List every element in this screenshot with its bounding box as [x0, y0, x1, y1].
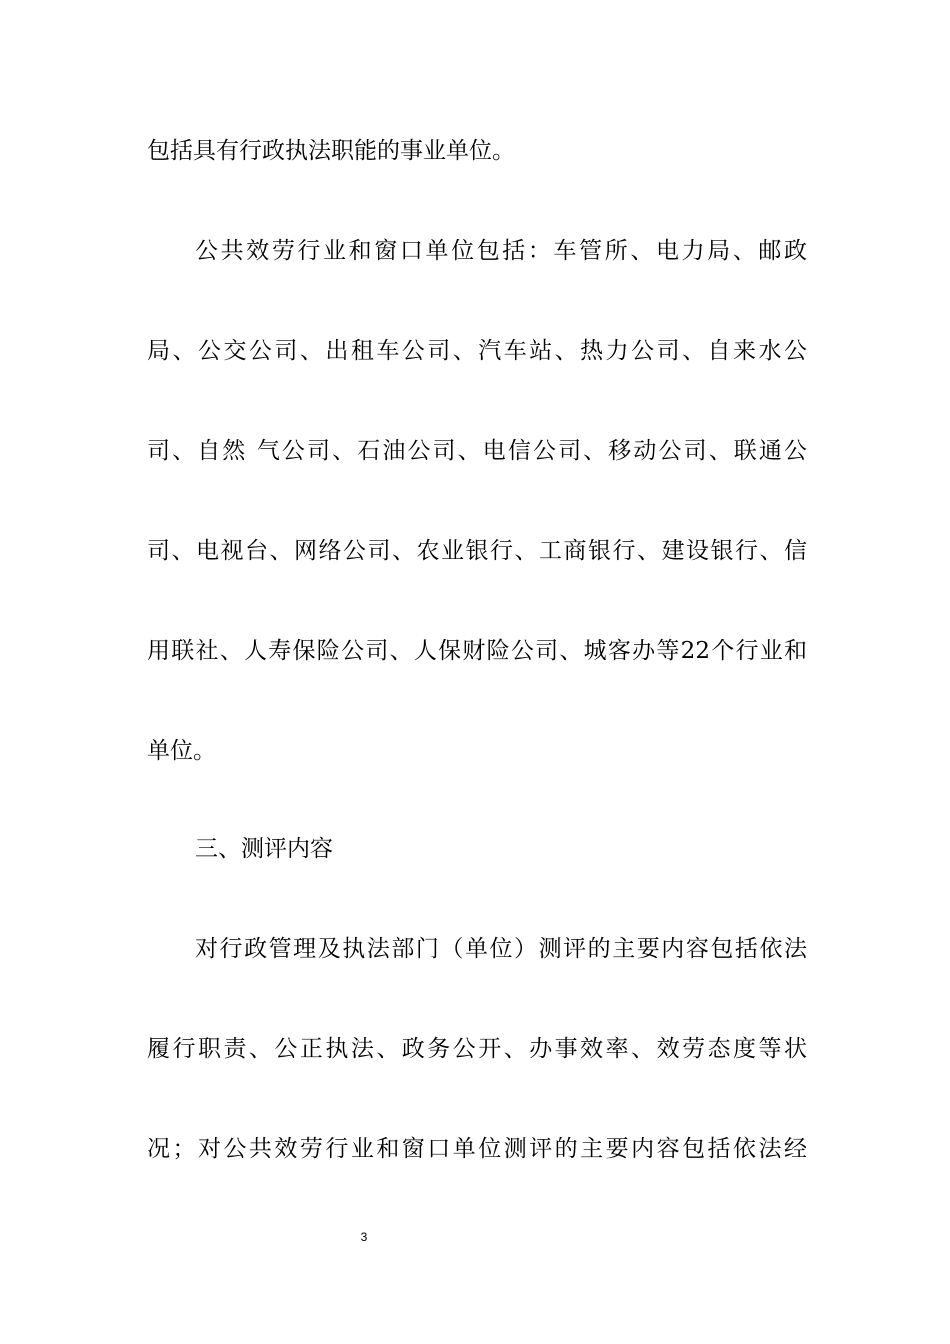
paragraph-evaluation-line-1: 对行政管理及执法部门（单位）测评的主要内容包括依法 — [195, 936, 807, 962]
paragraph-public-service-line-1: 公共效劳行业和窗口单位包括：车管所、电力局、邮政 — [195, 238, 807, 264]
paragraph-public-service-line-2: 局、公交公司、出租车公司、汽车站、热力公司、自来水公 — [147, 338, 807, 364]
paragraph-public-service-line-3: 司、自然 气公司、石油公司、电信公司、移动公司、联通公 — [147, 438, 807, 464]
paragraph-public-service-line-6: 单位。 — [147, 738, 216, 764]
paragraph-evaluation-line-2: 履行职责、公正执法、政务公开、办事效率、效劳态度等状 — [147, 1036, 807, 1062]
paragraph-evaluation-line-3: 况；对公共效劳行业和窗口单位测评的主要内容包括依法经 — [147, 1136, 807, 1162]
paragraph-public-service-line-4: 司、电视台、网络公司、农业银行、工商银行、建设银行、信 — [147, 538, 807, 564]
text-line-1: 包括具有行政执法职能的事业单位。 — [147, 138, 515, 164]
paragraph-public-service-line-5: 用联社、人寿保险公司、人保财险公司、城客办等22个行业和 — [147, 638, 807, 664]
section-heading-evaluation-content: 三、测评内容 — [195, 836, 333, 862]
page-number: 3 — [360, 1230, 368, 1244]
